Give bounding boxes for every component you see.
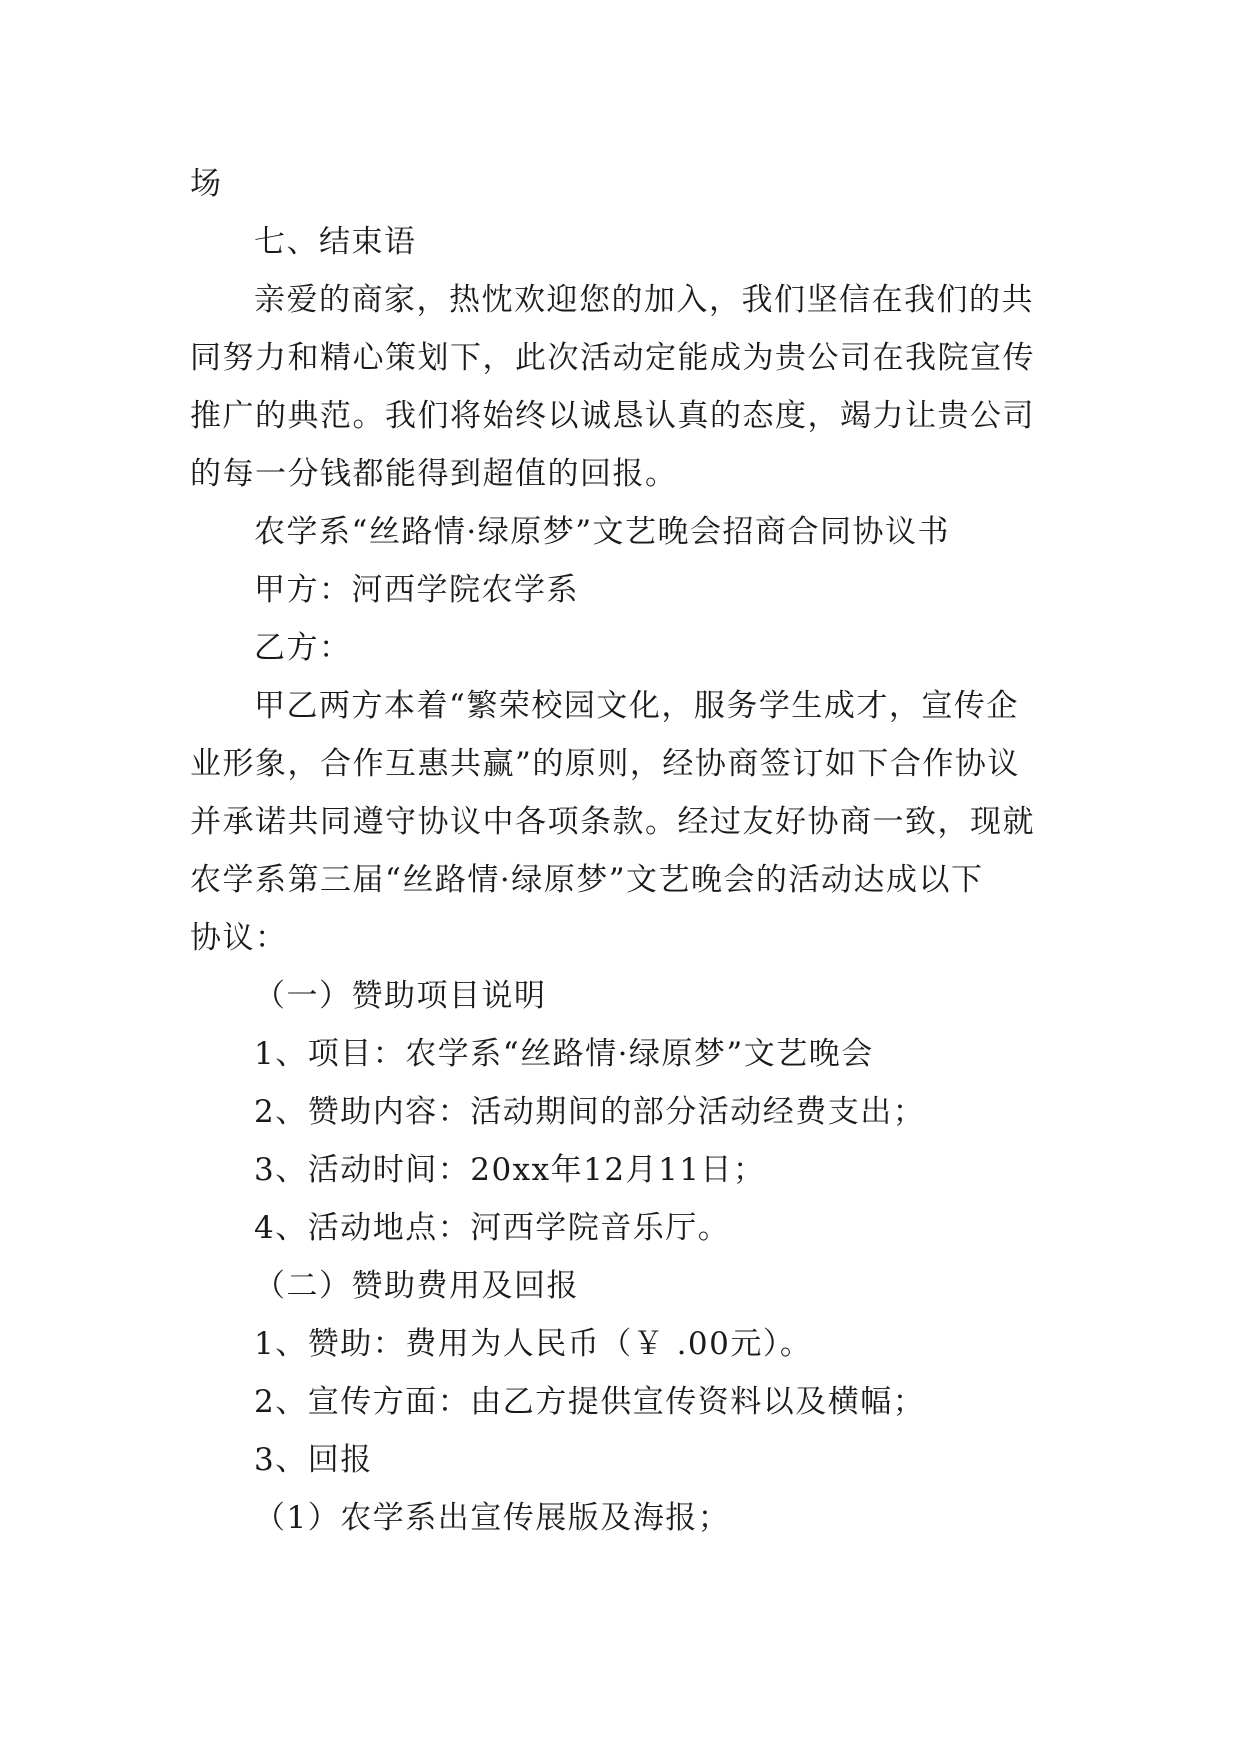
section-heading: 七、结束语 [254,224,417,260]
list-item: 1、赞助：费用为人民币（￥ .00元）。 [254,1326,813,1362]
agreement-title: 农学系“丝路情·绿原梦”文艺晚会招商合同协议书 [254,514,951,550]
list-item: 2、宣传方面：由乙方提供宣传资料以及横幅； [254,1384,926,1420]
text-line: 亲爱的商家，热忱欢迎您的加入，我们坚信在我们的共 [254,282,1034,318]
text-line: 的每一分钱都能得到超值的回报。 [190,456,678,492]
subsection-heading: （二）赞助费用及回报 [254,1268,579,1304]
party-b: 乙方： [254,630,352,666]
text-line: 并承诺共同遵守协议中各项条款。经过友好协商一致，现就 [190,804,1035,840]
party-a: 甲方：河西学院农学系 [254,572,579,608]
text-line: 甲乙两方本着“繁荣校园文化，服务学生成才，宣传企 [254,688,1019,724]
text-line: 推广的典范。我们将始终以诚恳认真的态度，竭力让贵公司 [190,398,1035,434]
list-item: 4、活动地点：河西学院音乐厅。 [254,1210,731,1246]
list-item: 2、赞助内容：活动期间的部分活动经费支出； [254,1094,926,1130]
list-item: 3、活动时间：20xx年12月11日； [254,1152,766,1188]
text-line: 场 [190,166,223,202]
text-line: 协议： [190,920,288,956]
list-item: 1、项目：农学系“丝路情·绿原梦”文艺晚会 [254,1036,874,1072]
list-item: 3、回报 [254,1442,373,1478]
text-line: 农学系第三届“丝路情·绿原梦”文艺晚会的活动达成以下 [190,862,984,898]
subsection-heading: （一）赞助项目说明 [254,978,547,1014]
text-line: 业形象，合作互惠共赢”的原则，经协商签订如下合作协议 [190,746,1020,782]
list-item: （1）农学系出宣传展版及海报； [254,1500,731,1536]
text-line: 同努力和精心策划下，此次活动定能成为贵公司在我院宣传 [190,340,1035,376]
